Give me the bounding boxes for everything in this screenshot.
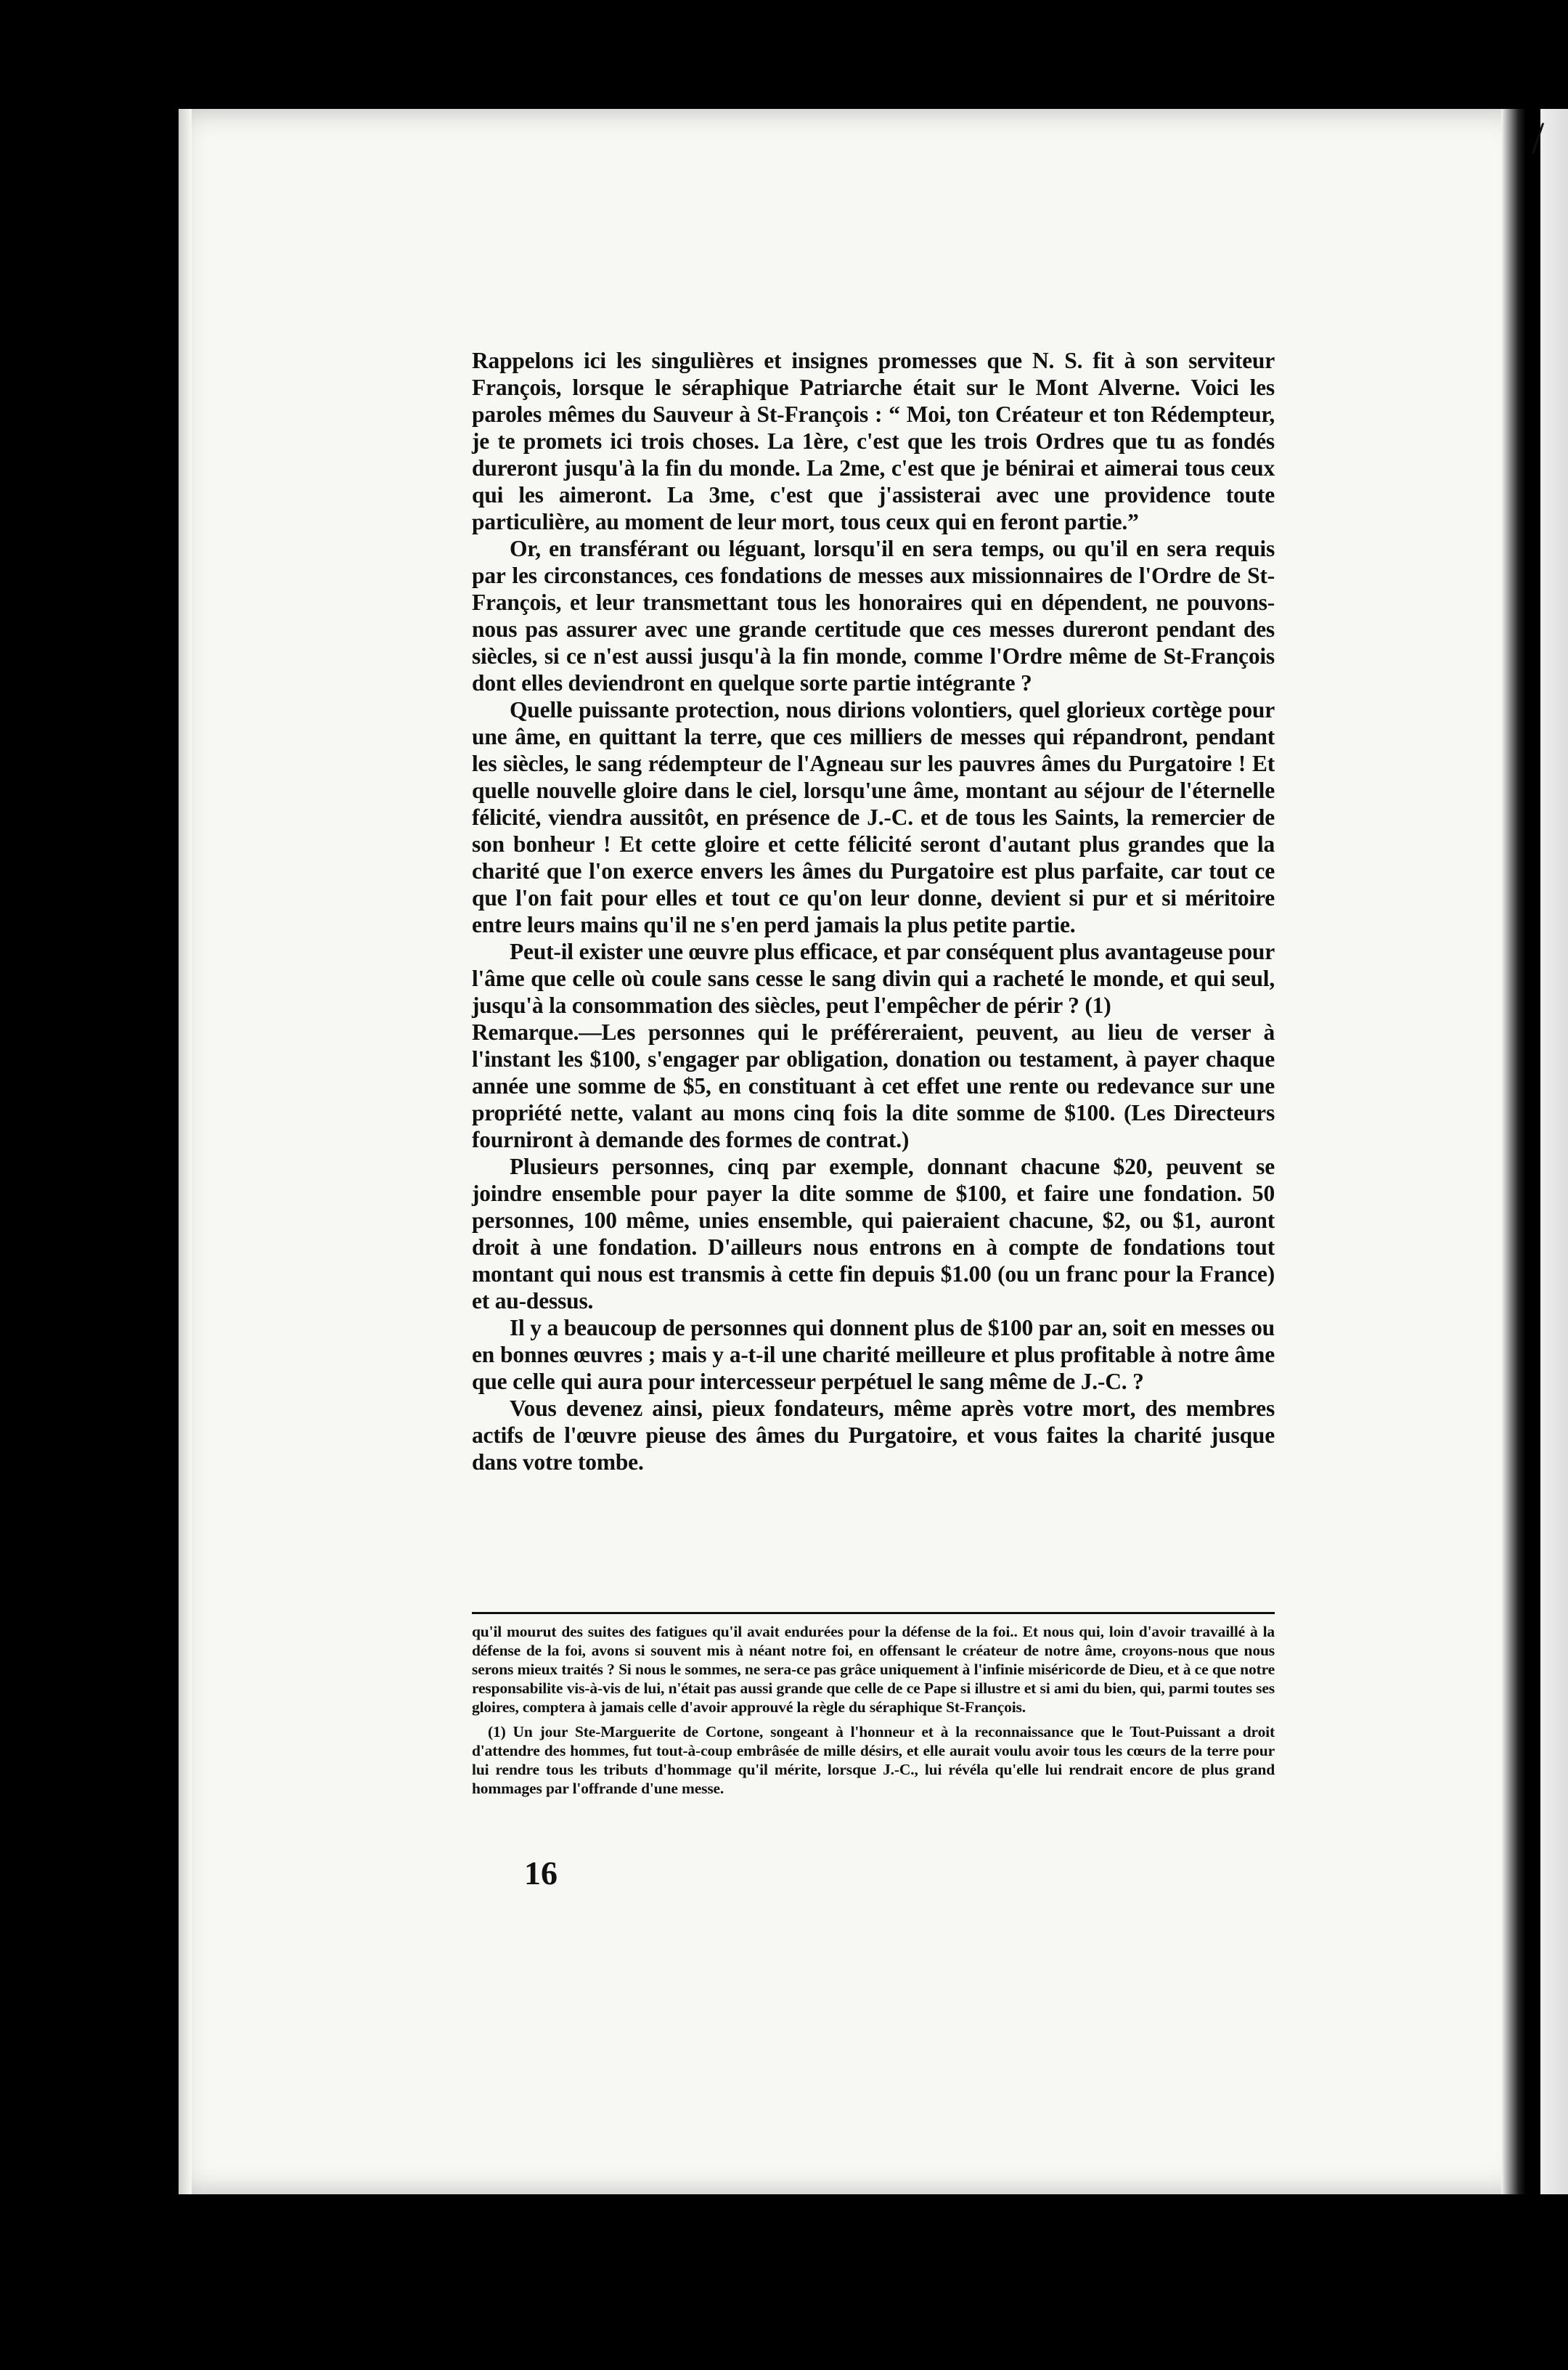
footnotes xyxy=(472,1622,1275,1798)
footnote-divider xyxy=(472,1612,1275,1614)
paragraph-fondateurs: Vous devenez ainsi, pieux fondateurs, même après votre mort, des membres actifs de l'œuvre pieuse des âmes du Purgatoire, et vous faites la charité jusque dans votre tombe. xyxy=(472,1396,1275,1475)
paragraph-oeuvre: Peut-il exister une œuvre plus efficace, et par conséquent plus avantageuse pour l'âme que celle où coule sans cesse le sang divin qui a racheté le monde, et qui seul, jusqu'à la consommation des siècles, peut l'empêcher de périr ? (1) xyxy=(472,939,1275,1018)
paragraph-plusieurs: Plusieurs personnes, cinq par exemple, donnant chacune $20, peuvent se joindre ensemble pour payer la dite somme de $100, et faire une fondation. 50 personnes, 100 même, unies ensemble, qui paieraient chacune, $2, ou $1, auront droit à une fondation. D'ailleurs nous entrons en à compte de fondations tout montant qui nous est transmis à cette fin depuis $1.00 (ou un franc pour la France) et au-dessus. xyxy=(472,1154,1275,1314)
paragraph-protection: Quelle puissante protection, nous dirions volontiers, quel glorieux cortège pour une âme, en quittant la terre, que ces milliers de messes qui répandront, pendant les siècles, le sang rédempteur de l'Agneau sur les pauvres âmes du Purgatoire ! Et quelle nouvelle gloire dans le ciel, lorsqu'une âme, montant au séjour de l'éternelle félicité, viendra aussitôt, en présence de J.-C. et de tous les Saints, la remercier de son bonheur ! Et cette gloire et cette félicité seront d'autant plus grandes que la charité que l'on exerce envers les âmes du Purgatoire est plus parfaite, car tout ce que l'on fait pour elles et tout ce qu'on leur donne, devient si pur et si méritoire entre leurs mains qu'il ne s'en perd jamais la plus petite partie. xyxy=(472,697,1275,937)
adjacent-page-edge xyxy=(1540,109,1568,2194)
paragraph-promesses: Rappelons ici les singulières et insignes promesses que N. S. fit à son serviteur François, lorsque le séraphique Patriarche était sur le Mont Alverne. Voici les paroles mêmes du Sauveur à St-François : “ Moi, ton Créateur et ton Rédempteur, je te promets ici trois choses. La 1ère, c'est que les trois Ordres que tu as fondés dureront jusqu'à la fin du monde. La 2me, c'est que je bénirai et aimerai tous ceux qui les aimeront. La 3me, c'est que j'assisterai avec une providence toute particulière, au moment de leur mort, tous ceux qui en feront partie.” xyxy=(472,348,1275,534)
page-edge-left xyxy=(179,109,192,2194)
paragraph-beaucoup: Il y a beaucoup de personnes qui donnent plus de $100 par an, soit en messes ou en bonnes œuvres ; mais y a-t-il une charité meilleure et plus profitable à notre âme que celle qui aura pour intercesseur perpétuel le sang même de J.-C. ? xyxy=(472,1315,1275,1394)
page-number: 16 xyxy=(524,1854,558,1891)
paragraph-remarque: Remarque.—Les personnes qui le préféreraient, peuvent, au lieu de verser à l'instant les $100, s'engager par obligation, donation ou testament, à payer chaque année une somme de $5, en constituant à cet effet une rente ou redevance sur une propriété nette, valant au mons cinq fois la dite somme de $100. (Les Directeurs fourniront à demande des formes de contrat.) xyxy=(472,1019,1275,1152)
main-text xyxy=(472,347,1275,1475)
footnote-continued: qu'il mourut des suites des fatigues qu'il avait endurées pour la défense de la foi.. Et nous qui, loin d'avoir travaillé à la défense de la foi, avons si souvent mis à néant notre foi, en offensant le créateur de notre âme, croyons-nous que nous serons mieux traités ? Si nous le sommes, ne sera-ce pas grâce uniquement à l'infinie miséricorde de Dieu, et à ce que notre responsabilite vis-à-vis de lui, n'était pas aussi grande que celle de ce Pape si illustre et si ami du bien, qui, parmi toutes ses gloires, comptera à jamais celle d'avoir approuvé la règle du séraphique St-François. xyxy=(472,1623,1275,1716)
footnote-1: (1) Un jour Ste-Marguerite de Cortone, songeant à l'honneur et à la reconnaissance que le Tout-Puissant a droit d'attendre des hommes, fut tout-à-coup embrâsée de mille désirs, et elle aurait voulu avoir tous les cœurs de la terre pour lui rendre tous les tributs d'hommage qu'il mérite, lorsque J.-C., lui révéla qu'elle lui rendrait encore de plus grand hommages par l'offrande d'une messe. xyxy=(472,1723,1275,1797)
paragraph-transferant: Or, en transférant ou léguant, lorsqu'il en sera temps, ou qu'il en sera requis par les circonstances, ces fondations de messes aux missionnaires de l'Ordre de St-François, et leur transmettant tous les honoraires qui en dépendent, ne pouvons-nous pas assurer avec une grande certitude que ces messes dureront pendant des siècles, si ce n'est aussi jusqu'à la fin monde, comme l'Ordre même de St-François dont elles deviendront en quelque sorte partie intégrante ? xyxy=(472,536,1275,696)
page-edge-right xyxy=(1501,109,1526,2194)
corner-mark: / xyxy=(1532,114,1545,163)
